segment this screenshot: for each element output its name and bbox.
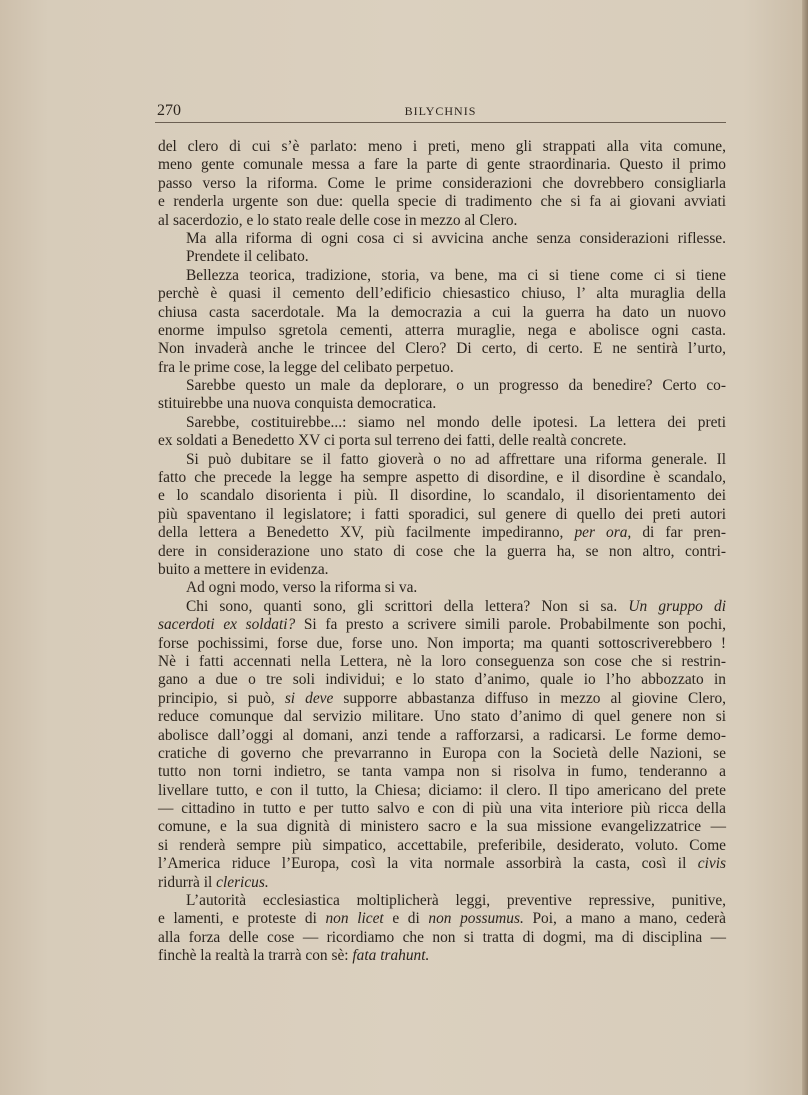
text-line bbox=[158, 451, 726, 469]
text-line bbox=[158, 395, 726, 413]
text-run: livellare tutto, e con il tutto, la Chiesa; diciamo: il clero. Il tipo americano del prete bbox=[158, 781, 726, 799]
text-line bbox=[158, 377, 726, 395]
text-line bbox=[158, 432, 726, 450]
text-run: e lo scandalo disorienta i più. Il disordine, lo scandalo, il disorientamento dei bbox=[158, 487, 726, 505]
italic-text: sacerdoti ex soldati? bbox=[158, 616, 296, 634]
text-run: fatto che precede la legge ha sempre aspetto di disordine, e il disordine è scandalo, bbox=[158, 469, 726, 487]
text-line bbox=[158, 782, 726, 800]
text-line bbox=[158, 230, 726, 248]
text-run: reduce comunque dal servizio militare. Uno stato d’animo di quel genere non si bbox=[158, 708, 726, 726]
text-line bbox=[158, 763, 726, 781]
text-line bbox=[158, 855, 726, 873]
italic-text: si deve bbox=[274, 689, 334, 707]
text-run: dere in considerazione uno stato di cose che la guerra ha, se non altro, contri- bbox=[158, 542, 726, 560]
text-line bbox=[158, 910, 726, 928]
page-edge bbox=[802, 0, 808, 1095]
text-run: Sarebbe, costituirebbe...: siamo nel mondo delle ipotesi. La lettera dei preti bbox=[186, 413, 726, 431]
text-run: principio, si può, bbox=[158, 689, 275, 707]
running-title: BILYCHNIS bbox=[404, 104, 477, 118]
text-run: e lamenti, e proteste di bbox=[158, 910, 317, 928]
text-run: della lettera a Benedetto XV, più facilmente impediranno, bbox=[158, 524, 564, 542]
text-line bbox=[158, 837, 726, 855]
text-line bbox=[158, 800, 726, 818]
text-line bbox=[158, 947, 726, 965]
text-line bbox=[158, 818, 726, 836]
text-line bbox=[158, 892, 726, 910]
text-run: si renderà sempre più simpatico, accettabile, preferibile, desiderato, voluto. Come bbox=[158, 836, 726, 854]
text-line bbox=[158, 304, 726, 322]
text-run: ridurrà il bbox=[158, 873, 213, 891]
text-run: perchè è quasi il cemento dell’edificio chiesastico chiuso, l’ alta muraglia della bbox=[158, 285, 726, 303]
text-line bbox=[158, 340, 726, 358]
italic-text: non licet bbox=[316, 910, 384, 928]
italic-text: Un gruppo di bbox=[617, 597, 726, 615]
text-line bbox=[158, 193, 726, 211]
text-run: L’autorità ecclesiastica moltiplicherà leggi, preventive repressive, punitive, bbox=[186, 892, 726, 910]
text-run: fra le prime cose, la legge del celibato perpetuo. bbox=[158, 358, 454, 376]
text-run: alla forza delle cose — ricordiamo che non si tratta di dogmi, ma di disciplina — bbox=[158, 928, 726, 946]
italic-text: non possumus. bbox=[428, 910, 524, 928]
text-run: comune, e la sua dignità di ministero sacro e la sua missione evangelizzatrice — bbox=[158, 818, 726, 836]
text-run: Nè i fatti accennati nella Lettera, nè la loro conseguenza son cose che si restrin- bbox=[158, 652, 726, 670]
text-line bbox=[158, 874, 726, 892]
text-run: cratiche di governo che prevarranno in Europa con la Società delle Nazioni, se bbox=[158, 744, 726, 762]
text-line bbox=[158, 745, 726, 763]
text-line bbox=[158, 929, 726, 947]
text-run: Si può dubitare se il fatto gioverà o no ad affrettare una riforma generale. Il bbox=[186, 450, 726, 468]
text-run: tutto non torni indietro, se tanta vampa non si risolva in fumo, tenderanno a bbox=[158, 763, 726, 781]
italic-text: civis bbox=[686, 855, 726, 873]
text-run: e di bbox=[383, 910, 429, 928]
text-line bbox=[158, 487, 726, 505]
text-line bbox=[158, 267, 726, 285]
text-run: passo verso la riforma. Come le prime considerazioni che dovrebbero consigliarla bbox=[158, 174, 726, 192]
text-run: forse pochissimi, forse due, forse uno. Non importa; ma quanti sottoscriverebbero ! bbox=[158, 634, 726, 652]
text-line bbox=[158, 285, 726, 303]
text-line bbox=[158, 635, 726, 653]
text-line bbox=[158, 138, 726, 156]
text-run: Sarebbe questo un male da deplorare, o un progresso da benedire? Certo co- bbox=[186, 377, 726, 395]
text-run: meno gente comunale messa a fare la parte di gente straordinaria. Questo il primo bbox=[158, 156, 726, 174]
text-run: del clero di cui s’è parlato: meno i preti, meno gli strappati alla vita comune, bbox=[158, 138, 726, 155]
page-number: 270 bbox=[157, 102, 181, 119]
text-line bbox=[158, 469, 726, 487]
text-run: e renderla urgente son due: quella specie di tradimento che si fa ai giovani avviati bbox=[158, 193, 726, 211]
text-run: più spaventano il legislatore; i fatti sporadici, sul genere di quello dei preti autori bbox=[158, 505, 726, 523]
text-line bbox=[158, 212, 726, 230]
text-line bbox=[158, 690, 726, 708]
text-run: finchè la realtà la trarrà con sè: bbox=[158, 947, 349, 965]
text-run: Non invaderà anche le trincee del Clero? Di certo, di certo. E ne sentirà l’urto, bbox=[158, 340, 726, 358]
text-line bbox=[158, 708, 726, 726]
text-run: abolisce dall’oggi al domani, anzi tende a rafforzarsi, a radicarsi. Le forme demo- bbox=[158, 726, 726, 744]
text-line bbox=[158, 543, 726, 561]
italic-text: per ora, bbox=[563, 524, 632, 542]
text-run: gano a due o tre soli individui; e lo stato d’animo, quale io l’ho abbozzato in bbox=[158, 671, 726, 689]
body-text bbox=[158, 138, 726, 966]
text-line bbox=[158, 524, 726, 542]
text-line bbox=[158, 248, 726, 266]
text-line bbox=[158, 359, 726, 377]
text-line bbox=[158, 156, 726, 174]
text-run: Ad ogni modo, verso la riforma si va. bbox=[186, 579, 418, 597]
italic-text: fata trahunt. bbox=[348, 947, 430, 965]
italic-text: clericus. bbox=[212, 873, 269, 891]
text-line bbox=[158, 579, 726, 597]
text-line bbox=[158, 561, 726, 579]
text-run: buito a mettere in evidenza. bbox=[158, 560, 329, 578]
text-line bbox=[158, 322, 726, 340]
text-run: Ma alla riforma di ogni cosa ci si avvicina anche senza considerazioni riflesse. bbox=[186, 229, 726, 247]
text-line bbox=[158, 598, 726, 616]
text-run: stituirebbe una nuova conquista democratica. bbox=[158, 395, 437, 413]
text-line bbox=[158, 727, 726, 745]
text-run: ex soldati a Benedetto XV ci porta sul terreno dei fatti, delle realtà concrete. bbox=[158, 432, 627, 450]
text-line bbox=[158, 414, 726, 432]
text-line bbox=[158, 175, 726, 193]
text-run: di far pren- bbox=[631, 524, 726, 542]
text-line bbox=[158, 506, 726, 524]
text-run: enorme impulso sgretola cementi, atterra muraglie, nega e abolisce ogni casta. bbox=[158, 321, 726, 339]
text-line bbox=[158, 616, 726, 634]
text-run: al sacerdozio, e lo stato reale delle cose in mezzo al Clero. bbox=[158, 211, 518, 229]
text-line bbox=[158, 671, 726, 689]
text-run: Si fa presto a scrivere simili parole. Probabilmente son pochi, bbox=[295, 616, 726, 634]
text-run: — cittadino in tutto e per tutto salvo e con di più una vita interiore più ricca della bbox=[158, 800, 726, 818]
text-run: Chi sono, quanti sono, gli scrittori della lettera? Non si sa. bbox=[186, 597, 618, 615]
text-run: Prendete il celibato. bbox=[186, 248, 309, 266]
text-run: l’America riduce l’Europa, così la vita normale assorbirà la casta, così il bbox=[158, 855, 687, 873]
page-header bbox=[155, 100, 726, 123]
text-line bbox=[158, 653, 726, 671]
text-run: Poi, a mano a mano, cederà bbox=[523, 910, 726, 928]
text-run: Bellezza teorica, tradizione, storia, va bene, ma ci si tiene come ci si tiene bbox=[186, 266, 726, 284]
text-run: supporre abbastanza diffuso in mezzo al giovine Clero, bbox=[333, 689, 726, 707]
text-run: chiusa casta sacerdotale. Ma la democrazia a cui la guerra ha dato un nuovo bbox=[158, 303, 726, 321]
